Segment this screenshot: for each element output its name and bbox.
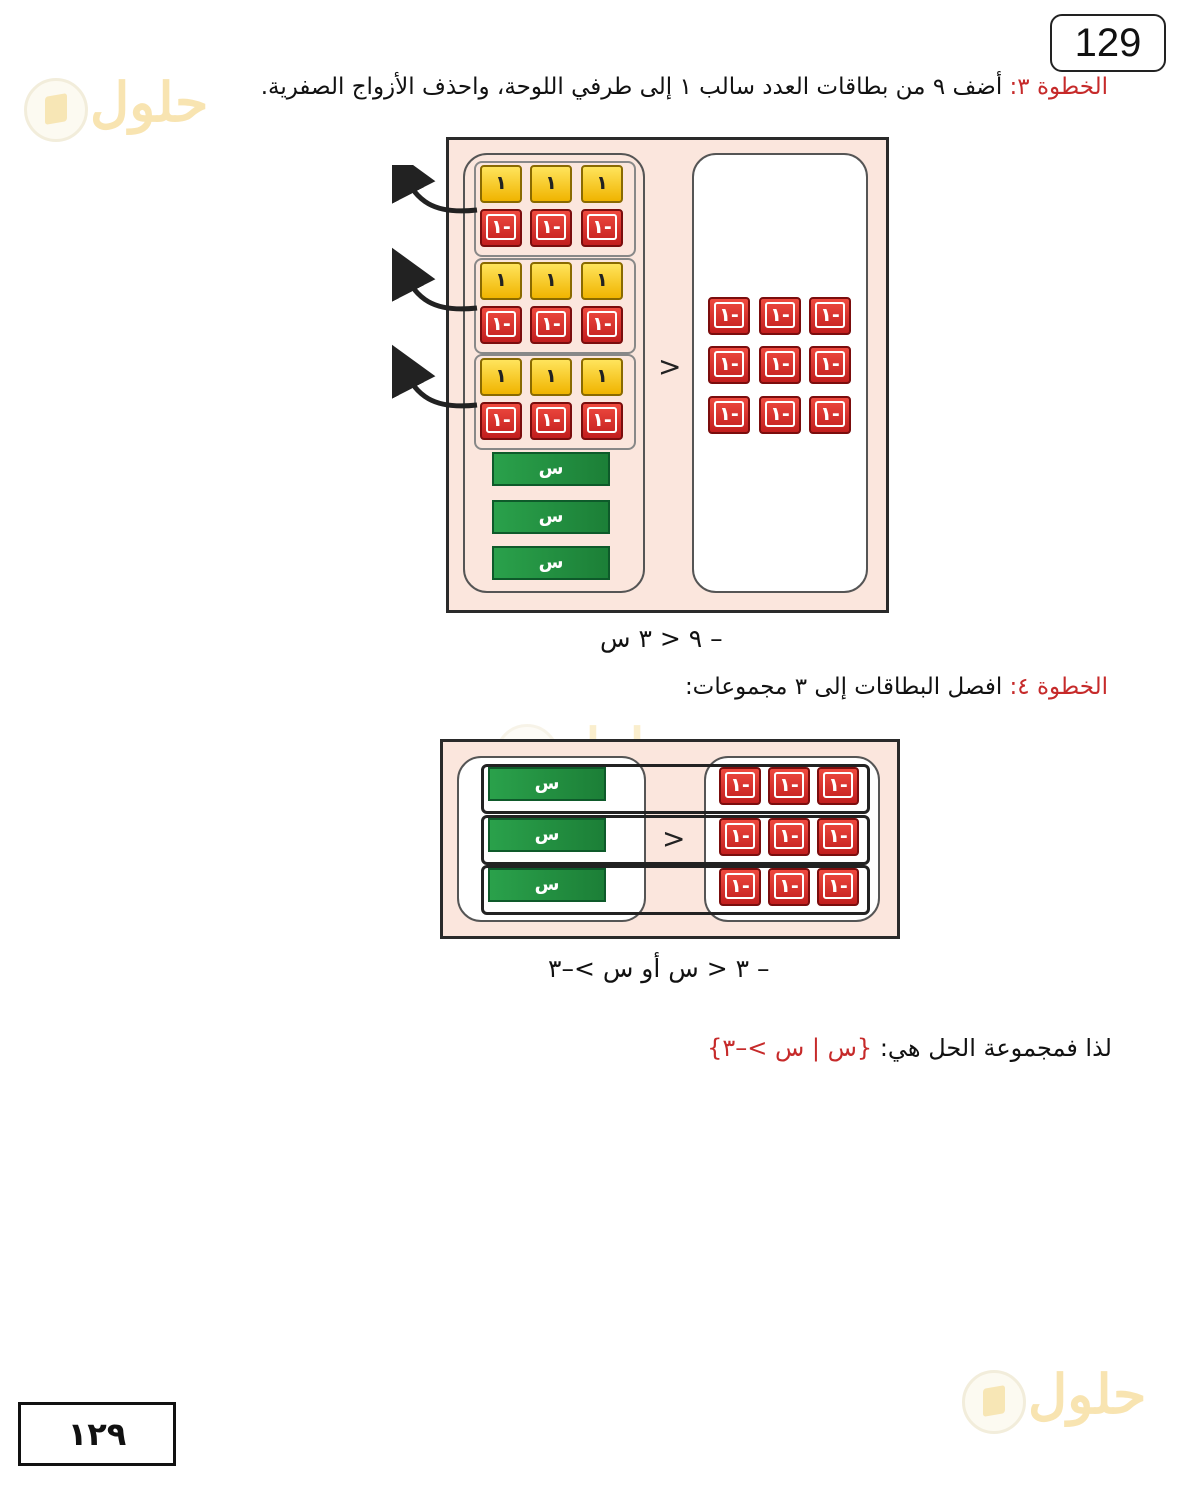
remove-arrows [392,165,482,415]
step3-label: الخطوة ٣: [1009,74,1108,100]
negative-one-tile: ١- [817,868,859,906]
x-tile: س [488,868,606,902]
x-tile: س [492,546,610,580]
solution-set-line [707,1034,1112,1062]
negative-one-tile: ١- [581,306,623,344]
negative-one-tile: ١- [768,767,810,805]
negative-one-tile: ١- [719,767,761,805]
negative-one-tile: ١- [480,209,522,247]
solution-set: {س | س >–٣} [707,1034,873,1062]
negative-one-tile: ١- [817,767,859,805]
negative-one-tile: ١- [809,396,851,434]
step3-instruction [261,74,1108,100]
page-number-top: 129 [1050,14,1166,72]
negative-one-tile: ١- [809,346,851,384]
negative-one-tile: ١- [719,868,761,906]
negative-one-tile: ١- [708,346,750,384]
step3-text: أضف ٩ من بطاقات العدد سالب ١ إلى طرفي اللوحة، واحذف الأزواج الصفرية. [260,74,1010,100]
negative-one-tile: ١- [581,402,623,440]
positive-one-tile: ١ [581,262,623,300]
step4-instruction [685,674,1108,700]
negative-one-tile: ١- [719,818,761,856]
expression-2: – ٣ < س أو س >–٣ [548,954,770,983]
negative-one-tile: ١- [809,297,851,335]
remove-arrow-icon [404,370,477,406]
positive-one-tile: ١ [530,262,572,300]
negative-one-tile: ١- [768,818,810,856]
expression-1: – ٩ < ٣ س [600,624,723,653]
book-icon [962,1370,1026,1434]
page-number-bottom: ١٢٩ [18,1402,176,1466]
x-tile: س [488,818,606,852]
negative-one-tile: ١- [530,402,572,440]
positive-one-tile: ١ [530,358,572,396]
step4-text: افصل البطاقات إلى ٣ مجموعات: [684,674,1010,700]
negative-one-tile: ١- [480,306,522,344]
x-tile: س [492,500,610,534]
remove-arrow-icon [404,175,477,211]
negative-one-tile: ١- [581,209,623,247]
negative-one-tile: ١- [817,818,859,856]
board2-inequality: > [662,822,686,855]
negative-one-tile: ١- [759,346,801,384]
watermark-text: حلول [90,70,209,134]
negative-one-tile: ١- [530,209,572,247]
negative-one-tile: ١- [759,396,801,434]
positive-one-tile: ١ [581,165,623,203]
watermark-text: حلول [1028,1362,1147,1426]
negative-one-tile: ١- [530,306,572,344]
negative-one-tile: ١- [708,297,750,335]
x-tile: س [488,767,606,801]
x-tile: س [492,452,610,486]
board1-inequality: > [658,350,682,383]
watermark-logo [24,70,234,142]
positive-one-tile: ١ [480,358,522,396]
positive-one-tile: ١ [480,165,522,203]
remove-arrow-icon [404,273,477,309]
negative-one-tile: ١- [708,396,750,434]
solution-prefix: لذا فمجموعة الحل هي: [872,1034,1112,1062]
negative-one-tile: ١- [759,297,801,335]
positive-one-tile: ١ [581,358,623,396]
negative-one-tile: ١- [768,868,810,906]
positive-one-tile: ١ [480,262,522,300]
book-icon [24,78,88,142]
negative-one-tile: ١- [480,402,522,440]
positive-one-tile: ١ [530,165,572,203]
step4-label: الخطوة ٤: [1009,674,1108,700]
watermark-logo [962,1362,1172,1434]
